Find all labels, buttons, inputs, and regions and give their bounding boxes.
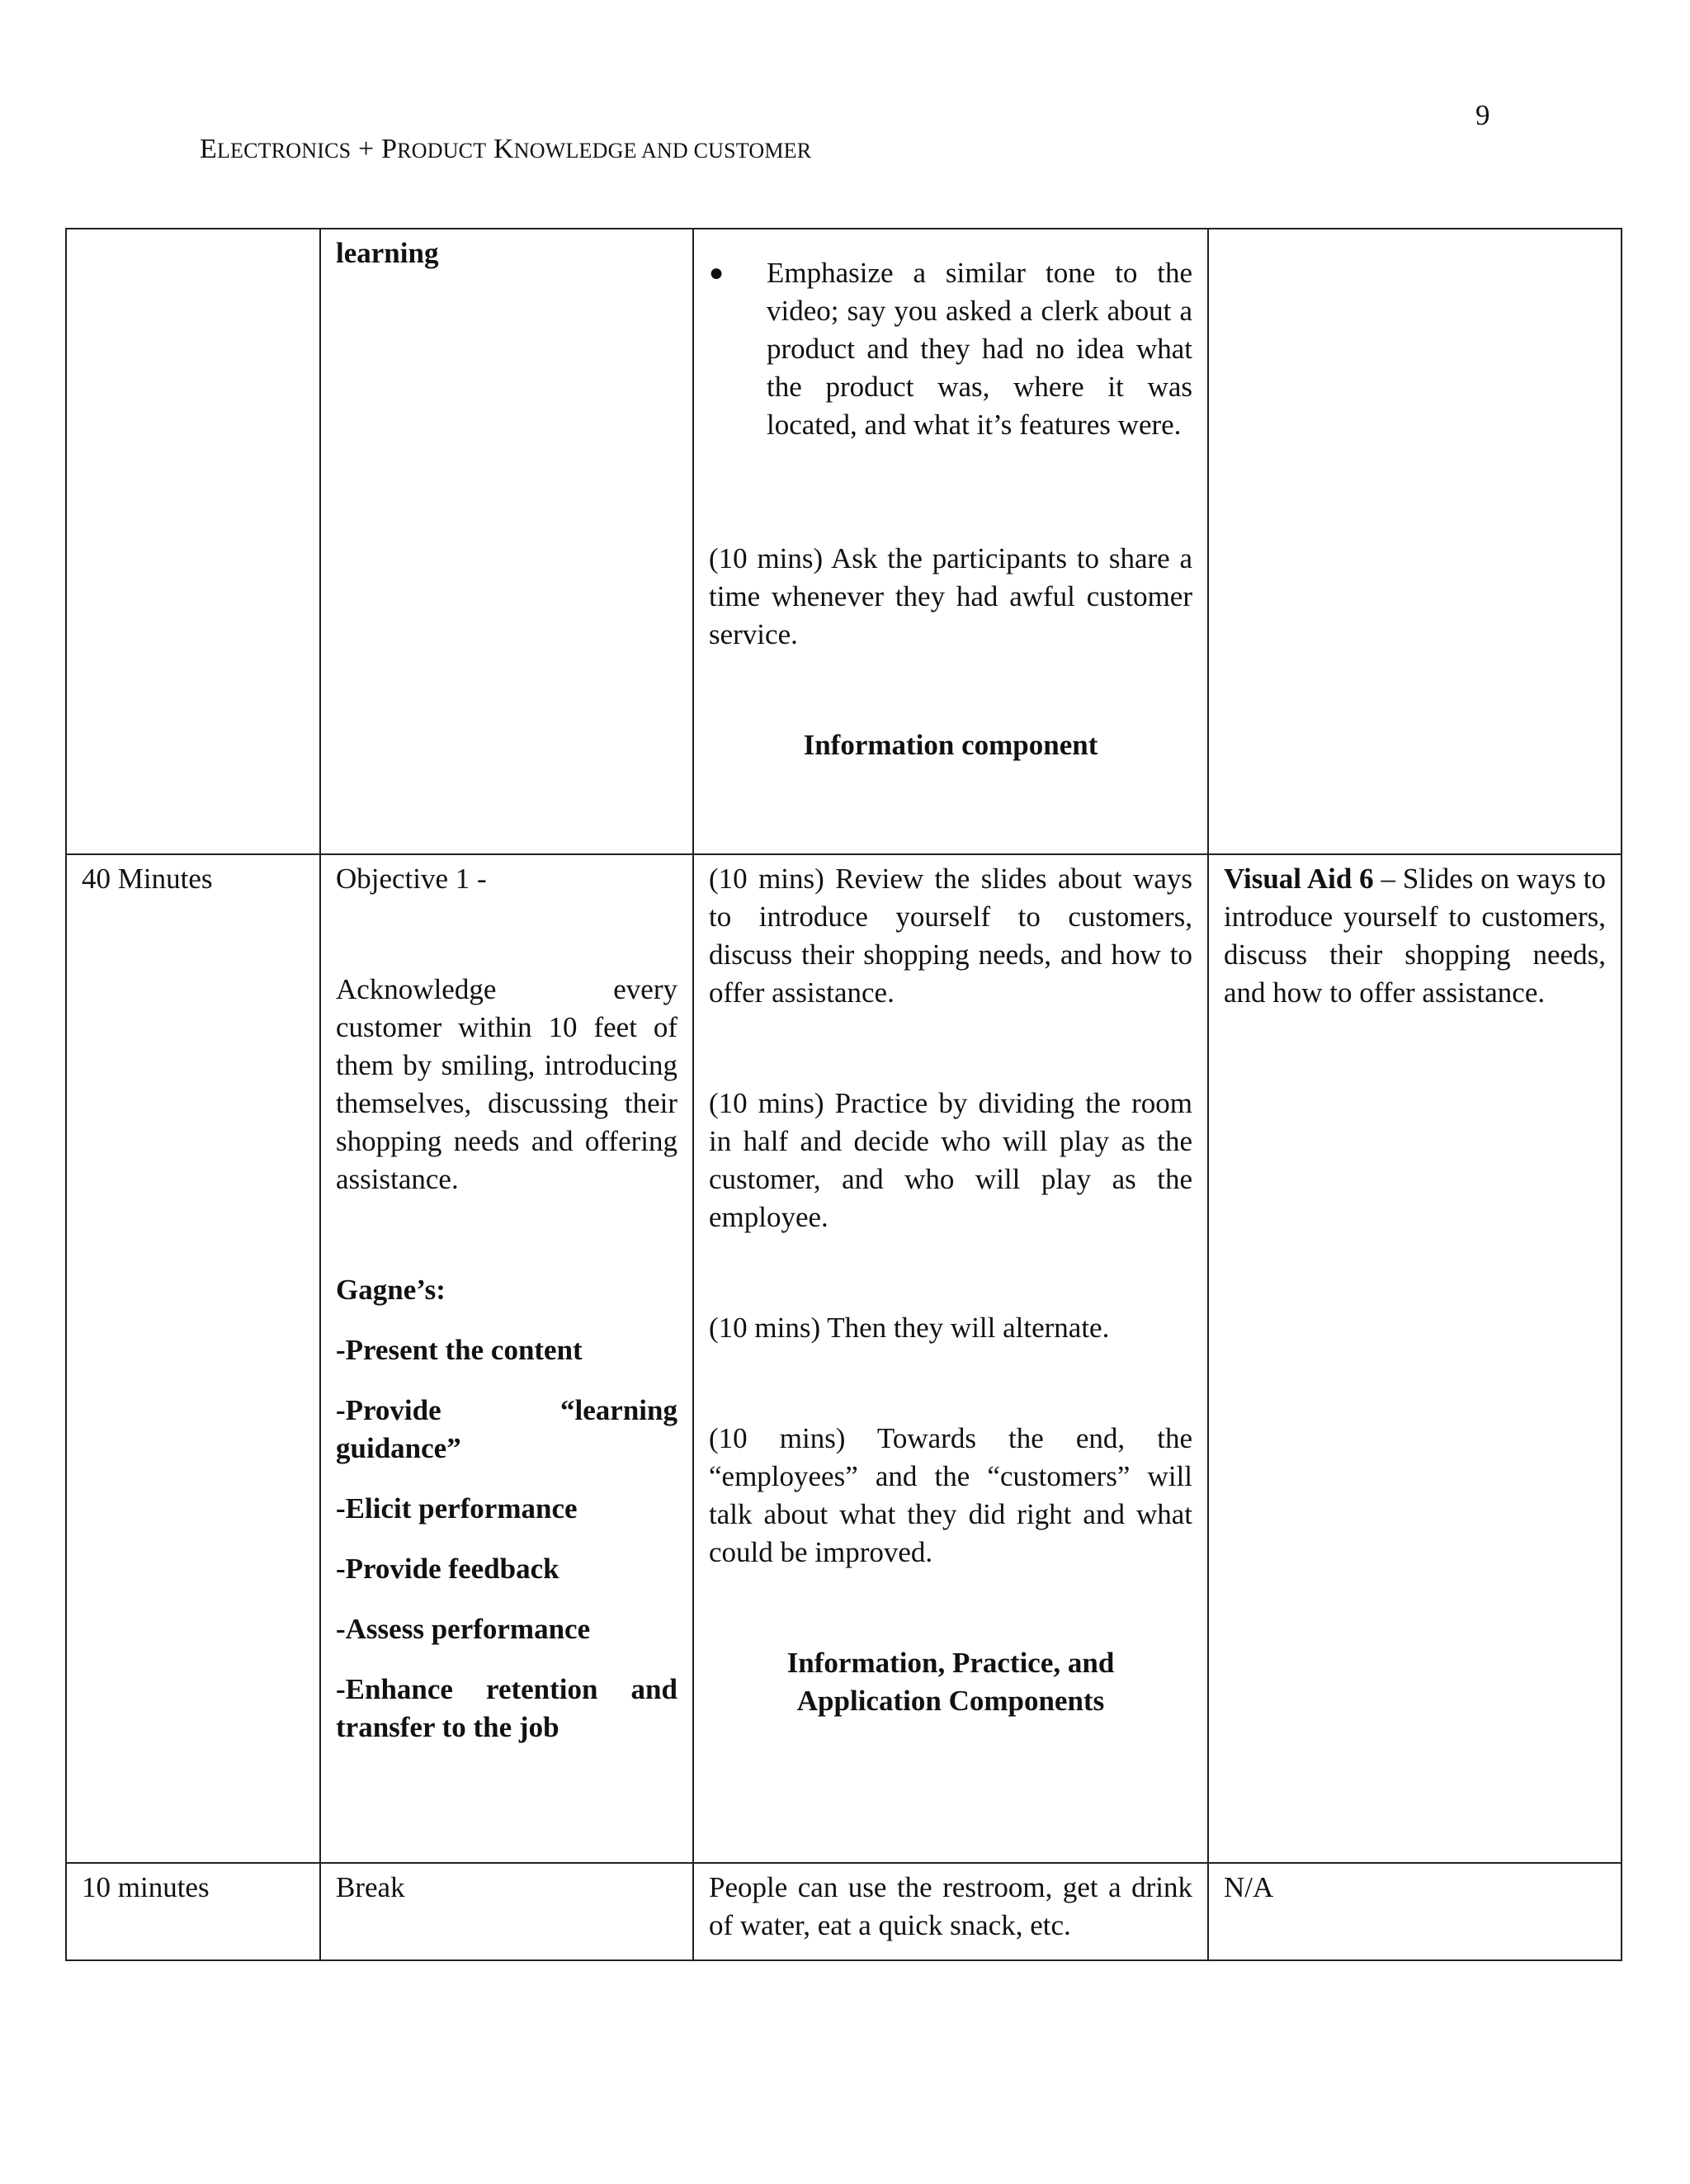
table-row xyxy=(66,1863,1622,1960)
page-number: 9 xyxy=(1475,99,1490,131)
running-head-part: LECTRONICS xyxy=(216,139,352,163)
visual-aid-description: – Slides on ways to introduce yourself to customers, discuss their shopping needs, and how to offer assistance. xyxy=(1224,863,1606,1009)
duration-text: 10 minutes xyxy=(82,1871,210,1903)
activity-text: (10 mins) Towards the end, the “employees” and the “customers” will talk about what they did right and what could be improved. xyxy=(709,1422,1192,1568)
bullet-text: Emphasize a similar tone to the video; say you asked a clerk about a product and they had no idea what the product was, where it was located, and what it’s features were. xyxy=(767,257,1192,441)
activity-cell xyxy=(693,1863,1208,1960)
break-title: Break xyxy=(336,1871,405,1903)
component-heading: Information component xyxy=(803,729,1098,761)
running-head-part: + P xyxy=(351,134,398,164)
activity-text: (10 mins) Then they will alternate. xyxy=(709,1312,1110,1344)
objective-title: Objective 1 - xyxy=(336,863,487,895)
objective-text: Acknowledge every customer within 10 feet of them by smiling, introducing themselves, discussing their shopping needs and offering assistance. xyxy=(336,973,677,1195)
duration-cell xyxy=(66,229,320,854)
gagne-title: Gagne’s: xyxy=(336,1274,446,1306)
bullet-icon: ● xyxy=(709,259,725,286)
visual-aid-text xyxy=(1224,860,1606,1012)
objective-cell xyxy=(320,229,693,854)
duration-cell xyxy=(66,854,320,1863)
gagne-item: -Present the content xyxy=(336,1334,583,1366)
activity-text: (10 mins) Ask the participants to share a time whenever they had awful customer service. xyxy=(709,542,1192,650)
activity-cell xyxy=(693,854,1208,1863)
activity-cell xyxy=(693,229,1208,854)
table-row xyxy=(66,229,1622,854)
materials-cell xyxy=(1208,229,1622,854)
activity-text: (10 mins) Practice by dividing the room in half and decide who will play as the customer, and who will play as the employee. xyxy=(709,1087,1192,1233)
duration-text: 40 Minutes xyxy=(82,863,213,895)
gagne-item: -Provide feedback xyxy=(336,1553,559,1585)
objective-cell xyxy=(320,1863,693,1960)
gagne-item: -Assess performance xyxy=(336,1613,591,1645)
running-head-part: RODUCT xyxy=(397,139,487,163)
gagne-item: -Provide “learning guidance” xyxy=(336,1394,677,1464)
running-head-part: E xyxy=(200,134,217,164)
activity-text: (10 mins) Review the slides about ways to introduce yourself to customers, discuss their shopping needs, and how to offer assistance. xyxy=(709,863,1192,1009)
running-head-part: NOWLEDGE AND CUSTOMER xyxy=(513,139,812,163)
component-heading: Information, Practice, and Application Components xyxy=(786,1647,1115,1717)
objective-cell xyxy=(320,854,693,1863)
objective-continuation: learning xyxy=(336,237,439,269)
visual-aid-label: Visual Aid 6 xyxy=(1224,863,1374,895)
table-row xyxy=(66,854,1622,1863)
running-head-part: K xyxy=(486,134,514,164)
materials-cell xyxy=(1208,1863,1622,1960)
gagne-item: -Enhance retention and transfer to the job xyxy=(336,1673,677,1743)
materials-text: N/A xyxy=(1224,1871,1274,1903)
running-head xyxy=(200,134,811,165)
materials-cell xyxy=(1208,854,1622,1863)
activity-text: People can use the restroom, get a drink of water, eat a quick snack, etc. xyxy=(709,1871,1192,1941)
lesson-plan-table xyxy=(65,228,1622,1961)
bullet-item xyxy=(709,254,1192,444)
gagne-item: -Elicit performance xyxy=(336,1492,578,1525)
duration-cell xyxy=(66,1863,320,1960)
